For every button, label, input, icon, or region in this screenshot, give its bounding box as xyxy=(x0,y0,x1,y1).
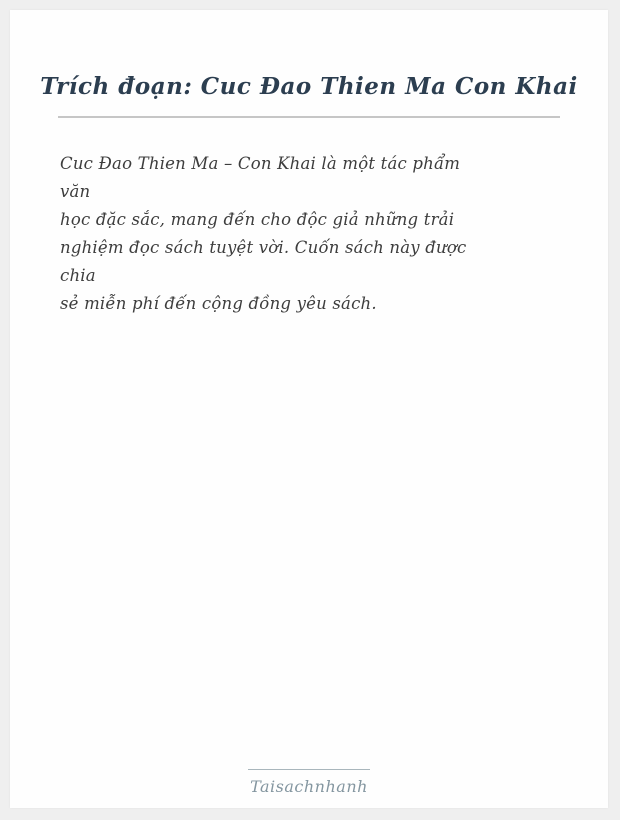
excerpt-line: Cuc Đao Thien Ma – Con Khai là một tác phẩm xyxy=(60,154,461,173)
document-card xyxy=(10,10,608,808)
excerpt-line: học đặc sắc, mang đến cho độc giả những trải xyxy=(60,210,455,229)
page-footer xyxy=(10,769,608,796)
excerpt-line: văn xyxy=(60,182,91,201)
excerpt-body xyxy=(60,150,558,318)
footer-divider xyxy=(248,769,370,770)
title-divider xyxy=(58,116,560,118)
page-background xyxy=(0,10,620,820)
excerpt-line: sẻ miễn phí đến cộng đồng yêu sách. xyxy=(60,294,377,313)
excerpt-line: chia xyxy=(60,266,96,285)
page-title: Trích đoạn: Cuc Đao Thien Ma Con Khai xyxy=(40,73,578,100)
excerpt-line: nghiệm đọc sách tuyệt vời. Cuốn sách này được xyxy=(60,238,467,257)
footer-brand: Taisachnhanh xyxy=(250,777,368,796)
